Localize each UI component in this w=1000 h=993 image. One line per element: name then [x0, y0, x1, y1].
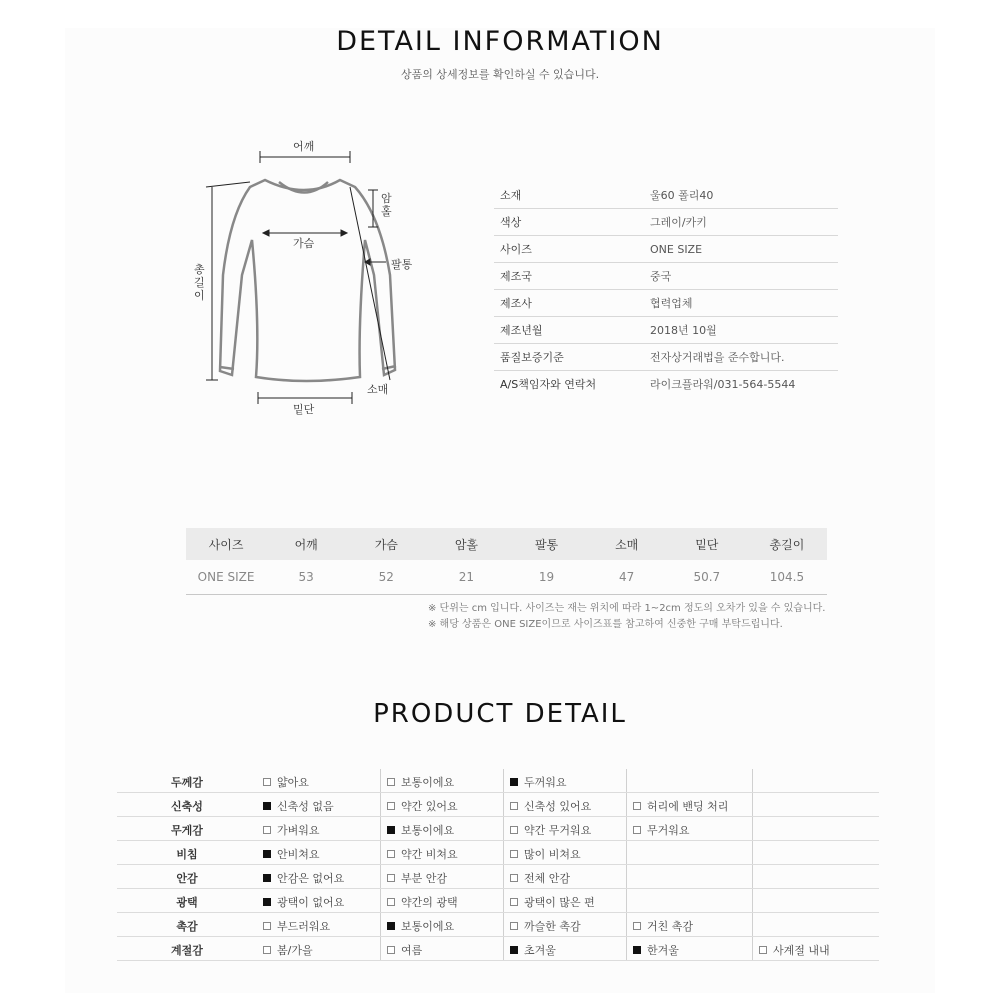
product-detail-label: 무게감 — [171, 824, 203, 837]
garment-outline-illustration — [190, 135, 430, 425]
product-detail-option — [759, 942, 830, 958]
product-detail-label: 계절감 — [171, 944, 203, 957]
checked-box-icon — [510, 778, 518, 786]
checked-box-icon — [263, 850, 271, 858]
product-detail-option — [387, 774, 454, 790]
product-detail-option — [387, 798, 458, 814]
info-value: 그레이/카키 — [650, 216, 707, 229]
option-label: 약간 있어요 — [401, 800, 458, 813]
size-diagram — [190, 135, 430, 425]
size-notes — [428, 601, 825, 633]
label-sleeve: 소매 — [367, 383, 389, 396]
product-detail-option — [387, 870, 447, 886]
unchecked-box-icon — [633, 826, 641, 834]
option-label: 얇아요 — [277, 776, 309, 789]
unchecked-box-icon — [387, 898, 395, 906]
label-total-length: 총길이 — [194, 263, 205, 302]
unchecked-box-icon — [263, 826, 271, 834]
product-detail-option — [263, 822, 320, 838]
unchecked-box-icon — [510, 874, 518, 882]
option-label: 약간의 광택 — [401, 896, 458, 909]
info-key: 제조국 — [500, 270, 532, 283]
unchecked-box-icon — [263, 922, 271, 930]
product-detail-option — [633, 918, 693, 934]
product-detail-option — [510, 942, 556, 958]
info-row-date — [494, 317, 838, 344]
info-row-material — [494, 182, 838, 209]
option-label: 안비쳐요 — [277, 848, 320, 861]
size-table-header — [186, 528, 827, 560]
info-key: 색상 — [500, 216, 522, 229]
unchecked-box-icon — [387, 850, 395, 858]
info-key: 제조사 — [500, 297, 532, 310]
product-detail-row — [117, 937, 879, 961]
product-detail-option — [510, 870, 570, 886]
product-detail-row — [117, 889, 879, 913]
size-header-cell: 암홀 — [454, 537, 479, 552]
label-hem: 밑단 — [293, 403, 315, 416]
size-cell: 47 — [619, 570, 635, 584]
size-cell: 19 — [538, 570, 555, 584]
label-shoulder: 어깨 — [293, 140, 315, 153]
page-subtitle: 상품의 상세정보를 확인하실 수 있습니다. — [400, 68, 600, 81]
checked-box-icon — [263, 802, 271, 810]
product-detail-option — [510, 798, 591, 814]
checked-box-icon — [387, 922, 395, 930]
product-detail-row — [117, 793, 879, 817]
size-cell: 53 — [298, 570, 314, 584]
info-row-size — [494, 236, 838, 263]
product-detail-option — [263, 894, 344, 910]
product-detail-option — [263, 918, 330, 934]
info-key: 사이즈 — [500, 243, 532, 256]
size-header-cell: 팔통 — [534, 537, 559, 552]
unchecked-box-icon — [263, 946, 271, 954]
unchecked-box-icon — [510, 802, 518, 810]
option-label: 전체 안감 — [524, 872, 571, 885]
unchecked-box-icon — [633, 922, 641, 930]
product-detail-label: 촉감 — [176, 920, 198, 933]
option-label: 사계절 내내 — [773, 944, 830, 957]
info-value: ONE SIZE — [650, 242, 703, 256]
product-detail-row — [117, 769, 879, 793]
label-sleeve-width: 팔통 — [391, 258, 413, 271]
product-detail-option — [633, 942, 679, 958]
size-cell: 21 — [458, 570, 475, 584]
option-label: 보통이에요 — [401, 920, 455, 933]
info-key: 품질보증기준 — [500, 351, 564, 364]
checked-box-icon — [510, 946, 518, 954]
size-header-cell: 어깨 — [294, 537, 318, 552]
product-detail-option — [263, 870, 344, 886]
product-detail-option — [510, 918, 581, 934]
option-label: 가벼워요 — [277, 824, 320, 837]
product-detail-option — [510, 894, 595, 910]
product-detail-row — [117, 865, 879, 889]
option-label: 안감은 없어요 — [277, 872, 345, 885]
size-note: ※ 해당 상품은 ONE SIZE이므로 사이즈표를 참고하여 신중한 구매 부탁드립니다. — [428, 619, 783, 630]
product-detail-row — [117, 841, 879, 865]
info-row-manufacturer — [494, 290, 838, 317]
product-detail-option — [387, 846, 458, 862]
product-detail-option — [387, 918, 454, 934]
info-row-color — [494, 209, 838, 236]
size-header-cell: 소매 — [615, 537, 639, 552]
product-detail-option — [263, 774, 309, 790]
option-label: 봄/가을 — [277, 944, 313, 957]
option-label: 두꺼워요 — [524, 776, 567, 789]
size-cell: 104.5 — [769, 570, 805, 584]
size-header-cell: 사이즈 — [208, 537, 244, 552]
unchecked-box-icon — [387, 778, 395, 786]
product-detail-label: 안감 — [176, 872, 198, 885]
unchecked-box-icon — [510, 826, 518, 834]
product-detail-option — [510, 846, 581, 862]
product-detail-row — [117, 817, 879, 841]
unchecked-box-icon — [263, 778, 271, 786]
checked-box-icon — [633, 946, 641, 954]
info-row-as-contact — [494, 371, 838, 397]
info-value: 라이크플라워/031-564-5544 — [650, 378, 796, 391]
checked-box-icon — [387, 826, 395, 834]
page-title: DETAIL INFORMATION — [336, 26, 664, 57]
product-detail-label: 비침 — [176, 848, 198, 861]
option-label: 무거워요 — [647, 824, 690, 837]
product-detail-row — [117, 913, 879, 937]
option-label: 약간 무거워요 — [524, 824, 592, 837]
option-label: 거친 촉감 — [647, 920, 694, 933]
option-label: 까슬한 촉감 — [524, 920, 581, 933]
info-row-quality — [494, 344, 838, 371]
product-detail-grid — [117, 769, 879, 961]
label-chest: 가슴 — [293, 237, 315, 250]
info-value: 전자상거래법을 준수합니다. — [650, 351, 785, 364]
size-cell: 50.7 — [693, 570, 721, 584]
product-detail-label: 광택 — [176, 896, 198, 909]
product-detail-option — [633, 822, 690, 838]
unchecked-box-icon — [510, 922, 518, 930]
unchecked-box-icon — [387, 802, 395, 810]
size-header-cell: 가슴 — [374, 537, 398, 552]
checked-box-icon — [263, 874, 271, 882]
unchecked-box-icon — [633, 802, 641, 810]
size-header-cell: 밑단 — [695, 537, 719, 552]
option-label: 신축성 있어요 — [524, 800, 592, 813]
unchecked-box-icon — [387, 946, 395, 954]
info-value: 협력업체 — [650, 297, 693, 310]
info-row-country — [494, 263, 838, 290]
option-label: 신축성 없음 — [277, 800, 334, 813]
product-detail-option — [263, 942, 313, 958]
product-detail-option — [387, 894, 458, 910]
info-key: 소재 — [500, 189, 522, 202]
info-value: 2018년 10월 — [650, 324, 717, 337]
product-detail-label: 두께감 — [171, 776, 203, 789]
size-cell: 52 — [378, 570, 394, 584]
product-detail-option — [510, 774, 567, 790]
option-label: 광택이 많은 편 — [524, 896, 595, 909]
unchecked-box-icon — [387, 874, 395, 882]
option-label: 부드러워요 — [277, 920, 331, 933]
option-label: 많이 비쳐요 — [524, 848, 581, 861]
option-label: 여름 — [401, 944, 423, 957]
product-info-table — [494, 182, 838, 397]
option-label: 광택이 없어요 — [277, 896, 345, 909]
unchecked-box-icon — [510, 898, 518, 906]
product-detail-option — [263, 798, 334, 814]
product-detail-option — [633, 798, 728, 814]
unchecked-box-icon — [510, 850, 518, 858]
product-detail-option — [510, 822, 591, 838]
checked-box-icon — [263, 898, 271, 906]
option-label: 허리에 밴딩 처리 — [647, 800, 729, 813]
product-detail-title: PRODUCT DETAIL — [373, 699, 627, 729]
size-note: ※ 단위는 cm 입니다. 사이즈는 재는 위치에 따라 1~2cm 정도의 오차가 있을 수 있습니다. — [428, 603, 826, 614]
info-key: 제조년월 — [500, 324, 543, 337]
size-cell: ONE SIZE — [197, 570, 255, 584]
option-label: 보통이에요 — [401, 824, 455, 837]
option-label: 약간 비쳐요 — [401, 848, 458, 861]
option-label: 한겨울 — [647, 944, 679, 957]
option-label: 부분 안감 — [401, 872, 448, 885]
size-table — [186, 528, 827, 595]
info-key: A/S책임자와 연락처 — [500, 378, 597, 391]
info-value: 울60 폴리40 — [650, 189, 714, 202]
size-header-cell: 총길이 — [769, 537, 805, 552]
product-detail-label: 신축성 — [171, 800, 203, 813]
product-detail-option — [387, 942, 422, 958]
label-armhole: 암홀 — [381, 192, 392, 218]
product-detail-option — [387, 822, 454, 838]
size-table-row — [186, 560, 827, 595]
unchecked-box-icon — [759, 946, 767, 954]
option-label: 초겨울 — [524, 944, 556, 957]
option-label: 보통이에요 — [401, 776, 455, 789]
product-detail-option — [263, 846, 320, 862]
info-value: 중국 — [650, 270, 672, 283]
